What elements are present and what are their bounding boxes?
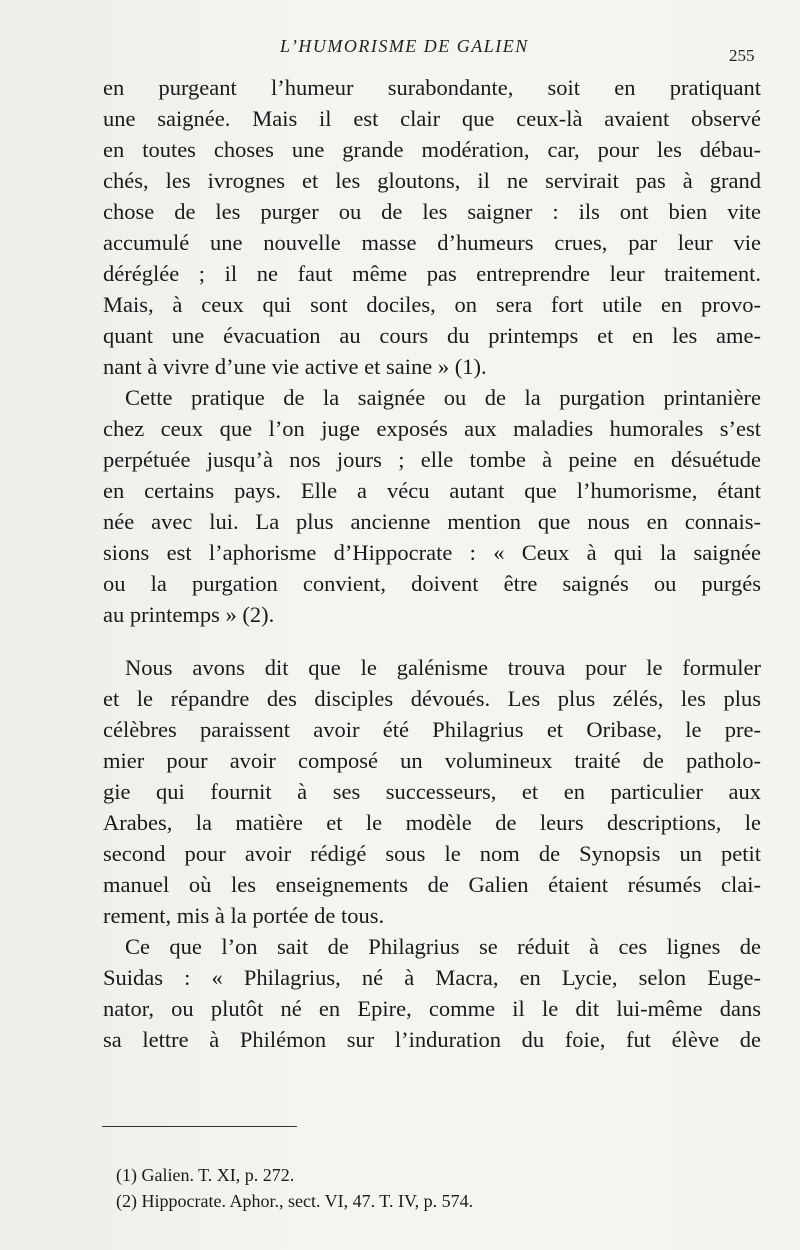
text-line: ou la purgation convient, doivent être saignés ou purgés (103, 571, 761, 596)
text-line: Cette pratique de la saignée ou de la purgation printanière (125, 385, 761, 410)
text-line: sions est l’aphorisme d’Hippocrate : « Ceux à qui la saignée (103, 540, 761, 565)
text-line: Suidas : « Philagrius, né à Macra, en Lycie, selon Euge- (103, 965, 761, 990)
text-line: manuel où les enseignements de Galien étaient résumés clai- (103, 872, 761, 897)
body-text (103, 72, 761, 1055)
text-line: en purgeant l’humeur surabondante, soit en pratiquant (103, 75, 761, 100)
footnotes (116, 1162, 756, 1214)
footnote-1: (1) Galien. T. XI, p. 272. (116, 1165, 295, 1185)
text-line: nant à vivre d’une vie active et saine » (1). (103, 354, 487, 379)
running-head: L’HUMORISME DE GALIEN (280, 36, 529, 56)
footnote-2: (2) Hippocrate. Aphor., sect. VI, 47. T. IV, p. 574. (116, 1191, 474, 1211)
text-line: Ce que l’on sait de Philagrius se réduit à ces lignes de (125, 934, 761, 959)
text-line: Arabes, la matière et le modèle de leurs descriptions, le (103, 810, 761, 835)
text-line: nator, ou plutôt né en Epire, comme il le dit lui-même dans (103, 996, 761, 1021)
text-line: en certains pays. Elle a vécu autant que l’humorisme, étant (103, 478, 761, 503)
text-line: chez ceux que l’on juge exposés aux maladies humorales s’est (103, 416, 761, 441)
text-line: accumulé une nouvelle masse d’humeurs crues, par leur vie (103, 230, 761, 255)
text-line: chés, les ivrognes et les gloutons, il ne servirait pas à grand (103, 168, 761, 193)
page-number: 255 (729, 46, 755, 65)
text-line: sa lettre à Philémon sur l’induration du foie, fut élève de (103, 1027, 761, 1052)
text-line: une saignée. Mais il est clair que ceux-là avaient observé (103, 106, 761, 131)
text-line: second pour avoir rédigé sous le nom de Synopsis un petit (103, 841, 761, 866)
text-line: rement, mis à la portée de tous. (103, 903, 385, 928)
text-line: en toutes choses une grande modération, car, pour les débau- (103, 137, 761, 162)
text-line: déréglée ; il ne faut même pas entreprendre leur traitement. (103, 261, 761, 286)
text-line: célèbres paraissent avoir été Philagrius et Oribase, le pre- (103, 717, 761, 742)
text-line: née avec lui. La plus ancienne mention que nous en connais- (103, 509, 761, 534)
page-header (0, 36, 800, 66)
text-line: mier pour avoir composé un volumineux traité de patholo- (103, 748, 761, 773)
paragraph-gap (103, 630, 761, 652)
text-line: chose de les purger ou de les saigner : ils ont bien vite (103, 199, 761, 224)
text-line: au printemps » (2). (103, 602, 275, 627)
text-line: et le répandre des disciples dévoués. Les plus zélés, les plus (103, 686, 761, 711)
footnote-rule (102, 1126, 297, 1127)
text-line: Nous avons dit que le galénisme trouva pour le formuler (125, 655, 761, 680)
text-line: gie qui fournit à ses successeurs, et en particulier aux (103, 779, 761, 804)
text-line: quant une évacuation au cours du printemps et en les ame- (103, 323, 761, 348)
text-line: Mais, à ceux qui sont dociles, on sera fort utile en provo- (103, 292, 761, 317)
text-line: perpétuée jusqu’à nos jours ; elle tombe à peine en désuétude (103, 447, 761, 472)
